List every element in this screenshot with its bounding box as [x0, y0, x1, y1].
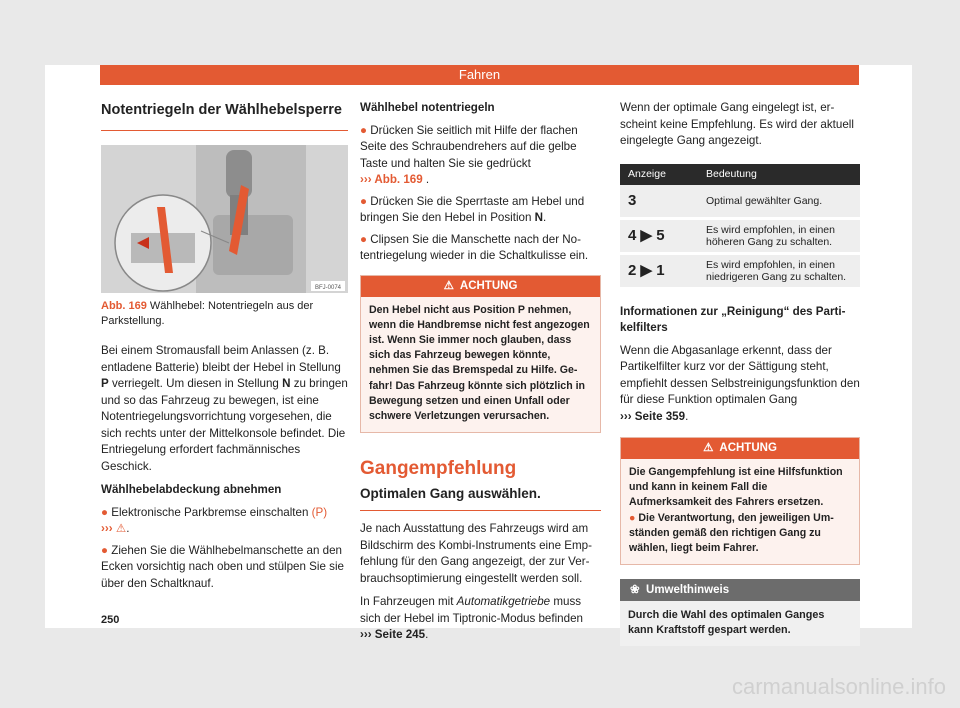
gear-symbol: 2 ▶ 1: [620, 253, 698, 288]
warning-icon: ⚠: [115, 522, 127, 535]
text-run: In Fahrzeugen mit: [360, 595, 457, 609]
bullet-icon: ●: [101, 543, 112, 557]
table-header: Anzeige: [620, 164, 698, 185]
bullet-icon: ●: [360, 232, 371, 246]
warning-text: Die Gangempfehlung ist eine Hilfsfunktion und kann in keinem Fall die Aufmerksamkeit des Fahrers ersetzen.: [629, 466, 843, 509]
section-heading: Gangempfehlung: [360, 458, 517, 480]
bullet-text: Drücken Sie die Sperrtaste am Hebel und bringen Sie den Hebel in Position: [360, 194, 585, 224]
warning-box: [620, 437, 860, 565]
section-subheading: Optimalen Gang auswählen.: [360, 486, 601, 512]
paragraph: Wenn die Abgasanlage erkennt, dass der Partikelfilter kurz vor der Sättigung steht, empfiehlt dessen Selbstreinigungsfunktion den für diese Funktion optimalen Gang ››› Seite 359.: [620, 343, 860, 423]
paragraph: Je nach Ausstattung des Fahrzeugs wird am Bildschirm des Kombi-Instruments eine Empfehlung für den Gang angezeigt, der zur Verbrauchsoptimierung eingestellt werden soll.: [360, 522, 592, 585]
text-run: P: [101, 377, 109, 390]
table-row: [620, 218, 860, 253]
figure-169: [101, 145, 348, 293]
paragraph: [101, 343, 348, 475]
figure-ref: Abb. 169: [101, 300, 147, 312]
figure-badge: BFJ-0074: [314, 285, 342, 291]
gear-lever-illustration: [101, 145, 348, 293]
figure-caption: [101, 299, 348, 329]
table-header: Bedeutung: [698, 164, 860, 185]
warning-title: ACHTUNG: [719, 442, 777, 454]
ref-link[interactable]: ››› Seite 359: [620, 409, 686, 423]
bullet-text: Elektronische Parkbremse einschalten: [111, 505, 309, 519]
gear-table: [620, 164, 860, 290]
column-3: [620, 100, 860, 646]
table-row: [620, 253, 860, 288]
gear-symbol: 4 ▶ 5: [620, 218, 698, 253]
warning-header: [361, 276, 600, 297]
subheading: Wählhebel notentriegeln: [360, 101, 495, 114]
warning-body: [621, 459, 859, 564]
paragraph: In Fahrzeugen mit Automatikgetriebe muss sich der Hebel im Tiptronic-Modus befinden ››› Seite 245.: [360, 595, 583, 642]
table-cell: Optimal gewählter Gang.: [698, 185, 860, 219]
text-run: Automatikgetriebe: [456, 595, 551, 609]
warning-box: [360, 275, 601, 434]
column-1: [101, 100, 348, 597]
bullet-text: Clipsen Sie die Manschette nach der Notentriegelung wieder in die Schaltkulisse ein.: [360, 232, 589, 262]
bullet-item: ● Elektronische Parkbremse einschalten (P) ››› ⚠.: [101, 505, 328, 535]
table-row: [620, 185, 860, 219]
environment-title: Umwelthinweis: [646, 584, 730, 597]
subheading: Informationen zur „Reinigung“ des Partikelfilters: [620, 304, 846, 334]
watermark: carmanualsonline.info: [731, 674, 946, 699]
bullet-icon: ●: [360, 123, 371, 137]
environment-text: Durch die Wahl des optimalen Ganges kann Kraftstoff gespart werden.: [628, 609, 825, 637]
bullet-item: [101, 543, 348, 593]
warning-text: Die Verantwortung, den jeweiligen Umständen gemäß den richtigen Gang zu wählen, liegt beim Fahrer.: [629, 511, 834, 555]
bullet-item: ● Drücken Sie die Sperrtaste am Hebel und bringen Sie den Hebel in Position N.: [360, 194, 585, 224]
bullet-item: ● Drücken Sie seitlich mit Hilfe der flachen Seite des Schraubendrehers auf die gelbe Taste und halten Sie sie gedrückt ››› Abb. 169 .: [360, 123, 578, 186]
ref-link[interactable]: ››› Seite 245: [360, 628, 426, 642]
page-header: Fahren: [100, 65, 859, 85]
page-number: 250: [101, 614, 120, 626]
figure-caption-text: Wählhebel: Notentriegeln aus der Parkstellung.: [101, 300, 314, 327]
warning-header: [621, 438, 859, 459]
bullet-icon: ●: [629, 511, 639, 524]
parking-brake-icon: (P): [311, 505, 328, 519]
ref-link[interactable]: ››› Abb. 169: [360, 173, 423, 186]
subheading: Wählhebelabdeckung abnehmen: [101, 483, 282, 496]
column-2: [360, 100, 601, 651]
paragraph: Wenn der optimale Gang eingelegt ist, erscheint keine Empfehlung. Es wird der aktuell eingelegte Gang angezeigt.: [620, 101, 854, 147]
table-cell: Es wird empfohlen, in einen niedrigeren Gang zu schalten.: [698, 253, 860, 288]
bullet-icon: ●: [360, 194, 371, 208]
environment-header: [620, 579, 860, 601]
warning-title: ACHTUNG: [459, 279, 518, 292]
text-run: Wenn die Abgasanlage erkennt, dass der Partikelfilter kurz vor der Sättigung steht, empfiehlt dessen Selbstreinigungsfunktion den für diese Funktion optimalen Gang: [620, 343, 860, 406]
warning-icon: ⚠: [443, 279, 454, 292]
bullet-text: Ziehen Sie die Wählhebelmanschette an den Ecken vorsichtig nach oben und stülpen Sie sie über den Schaltknauf.: [101, 543, 344, 590]
text-run: N: [534, 211, 544, 224]
table-cell: Es wird empfohlen, in einen höheren Gang zu schalten.: [698, 218, 860, 253]
table-header-row: [620, 164, 860, 185]
environment-note: [620, 579, 860, 646]
warning-text: Den Hebel nicht aus Position P nehmen, wenn die Handbremse nicht fest angezogen ist. Wenn Sie immer noch glauben, dass sich das Fahrzeug bewegen könnte, nehmen Sie das Bremspedal zu Hilfe. Gefahr! Das Fahrzeug könnte sich plötzlich in Bewegung setzen und einen Unfall oder schwere Verletzungen verursachen.: [369, 303, 590, 422]
warning-icon: ⚠: [703, 442, 714, 454]
gear-symbol: 3: [620, 185, 698, 219]
section-title: Notentriegeln der Wählhebelsperre: [101, 100, 348, 131]
bullet-item: [360, 232, 601, 265]
ref-link[interactable]: ›››: [101, 522, 113, 535]
warning-bullet: [629, 511, 851, 557]
bullet-icon: ●: [101, 505, 112, 519]
text-run: verriegelt. Um diesen in Stellung: [108, 377, 283, 390]
flower-icon: ❀: [630, 584, 640, 597]
text-run: zu bringen und so das Fahrzeug zu bewegen, ist eine Notentriegelungsvorrichtung vorgesehen, die sich rechts unter der Mittelkonsole befindet. Die Entriegelung erfordert fachmännisches Geschick.: [101, 377, 348, 473]
text-run: muss sich der Hebel im Tiptronic-Modus befinden: [360, 595, 583, 625]
bullet-text: Drücken Sie seitlich mit Hilfe der flachen Seite des Schraubendrehers auf die gelbe Taste und halten Sie sie gedrückt: [360, 123, 578, 170]
text-run: N: [282, 377, 291, 390]
text-run: Bei einem Stromausfall beim Anlassen (z. B. entladene Batterie) bleibt der Hebel in Stellung: [101, 344, 341, 374]
